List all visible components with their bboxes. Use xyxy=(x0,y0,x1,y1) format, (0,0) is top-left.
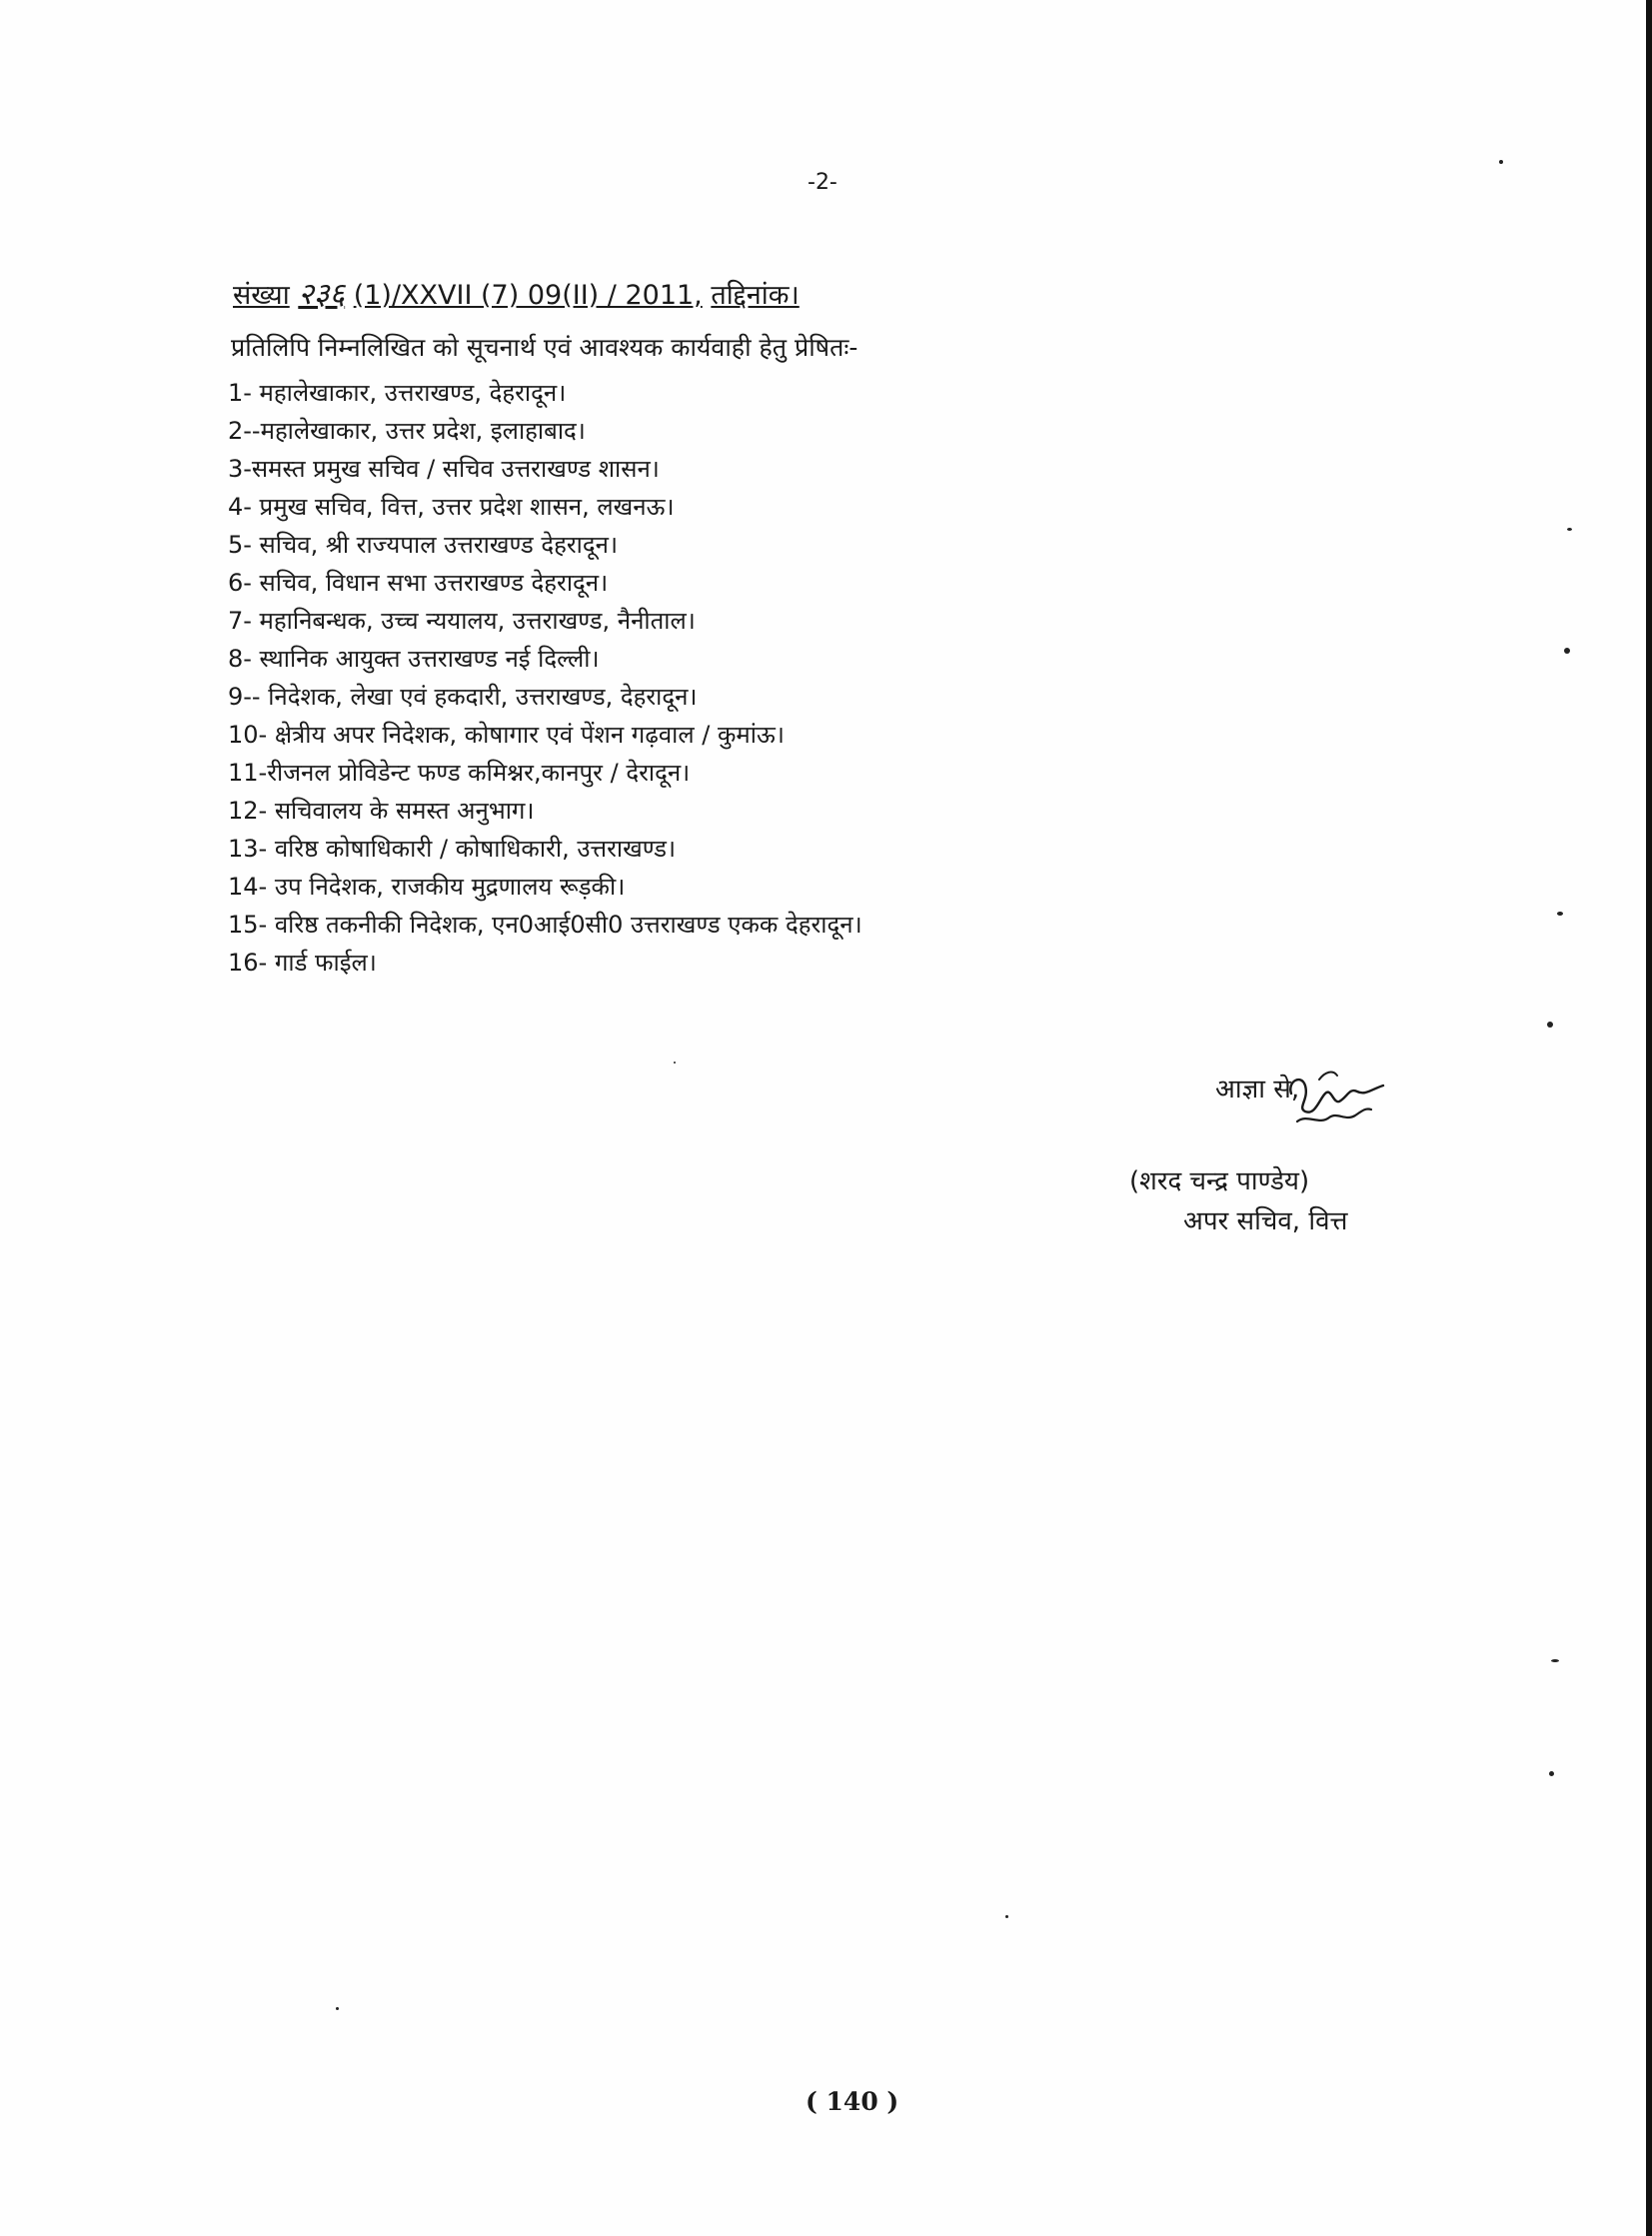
reference-number-handwritten: २३६ xyxy=(298,277,346,312)
recipient-item: 15- वरिष्ठ तकनीकी निदेशक, एन0आई0सी0 उत्तराखण्ड एकक देहरादून। xyxy=(228,911,862,939)
recipient-item: 16- गार्ड फाईल। xyxy=(228,949,377,977)
handwritten-signature xyxy=(1279,1064,1399,1133)
recipient-item: 11-रीजनल प्रोविडेन्ट फण्ड कमिश्नर,कानपुर / देरादून। xyxy=(228,759,691,787)
recipient-item: 4- प्रमुख सचिव, वित्त, उत्तर प्रदेश शासन, लखनऊ। xyxy=(228,493,675,521)
recipient-item: 1- महालेखाकार, उत्तराखण्ड, देहरादून। xyxy=(228,379,567,407)
signatory-name: (शरद चन्द्र पाण्डेय) xyxy=(1129,1166,1310,1196)
signature-order-text: आज्ञा से, xyxy=(1215,1075,1300,1105)
page-marker: -2- xyxy=(808,170,837,195)
scan-speck xyxy=(1567,528,1572,531)
scan-speck xyxy=(336,2007,339,2010)
reference-suffix: तद्दिनांक। xyxy=(711,280,800,311)
scan-speck xyxy=(1549,1771,1554,1776)
scan-speck xyxy=(1557,912,1563,916)
recipient-item: 6- सचिव, विधान सभा उत्तराखण्ड देहरादून। xyxy=(228,569,609,597)
scan-speck xyxy=(1547,1022,1553,1028)
scan-speck xyxy=(1499,160,1503,164)
scan-edge-shadow xyxy=(1646,0,1652,2236)
recipient-item: 12- सचिवालय के समस्त अनुभाग। xyxy=(228,797,535,825)
recipient-list xyxy=(228,374,862,982)
recipient-item: 3-समस्त प्रमुख सचिव / सचिव उत्तराखण्ड शासन। xyxy=(228,455,660,483)
recipient-item: 9-- निदेशक, लेखा एवं हकदारी, उत्तराखण्ड, देहरादून। xyxy=(228,683,698,711)
scan-speck xyxy=(1551,1659,1559,1662)
signatory-designation: अपर सचिव, वित्त xyxy=(1183,1206,1348,1236)
reference-line xyxy=(233,272,800,313)
distribution-intro: प्रतिलिपि निम्नलिखित को सूचनार्थ एवं आवश्यक कार्यवाही हेतु प्रेषितः- xyxy=(231,333,858,362)
recipient-item: 10- क्षेत्रीय अपर निदेशक, कोषागार एवं पेंशन गढ़वाल / कुमांऊ। xyxy=(228,721,785,749)
scan-speck xyxy=(1564,648,1570,654)
recipient-item: 8- स्थानिक आयुक्त उत्तराखण्ड नई दिल्ली। xyxy=(228,645,600,673)
recipient-item: 13- वरिष्ठ कोषाधिकारी / कोषाधिकारी, उत्तराखण्ड। xyxy=(228,835,677,863)
scan-speck xyxy=(1005,1915,1008,1918)
reference-code: (1)/XXVII (7) 09(II) / 2011, xyxy=(353,280,703,311)
recipient-item: 7- महानिबन्धक, उच्च न्ययालय, उत्तराखण्ड, नैनीताल। xyxy=(228,607,696,635)
scan-speck xyxy=(674,1062,676,1064)
reference-prefix: संख्या xyxy=(233,280,290,311)
page-number: ( 140 ) xyxy=(806,2087,899,2116)
recipient-item: 5- सचिव, श्री राज्यपाल उत्तराखण्ड देहरादून। xyxy=(228,531,619,559)
recipient-item: 2--महालेखाकार, उत्तर प्रदेश, इलाहाबाद। xyxy=(228,417,586,445)
recipient-item: 14- उप निदेशक, राजकीय मुद्रणालय रूड़की। xyxy=(228,873,626,901)
